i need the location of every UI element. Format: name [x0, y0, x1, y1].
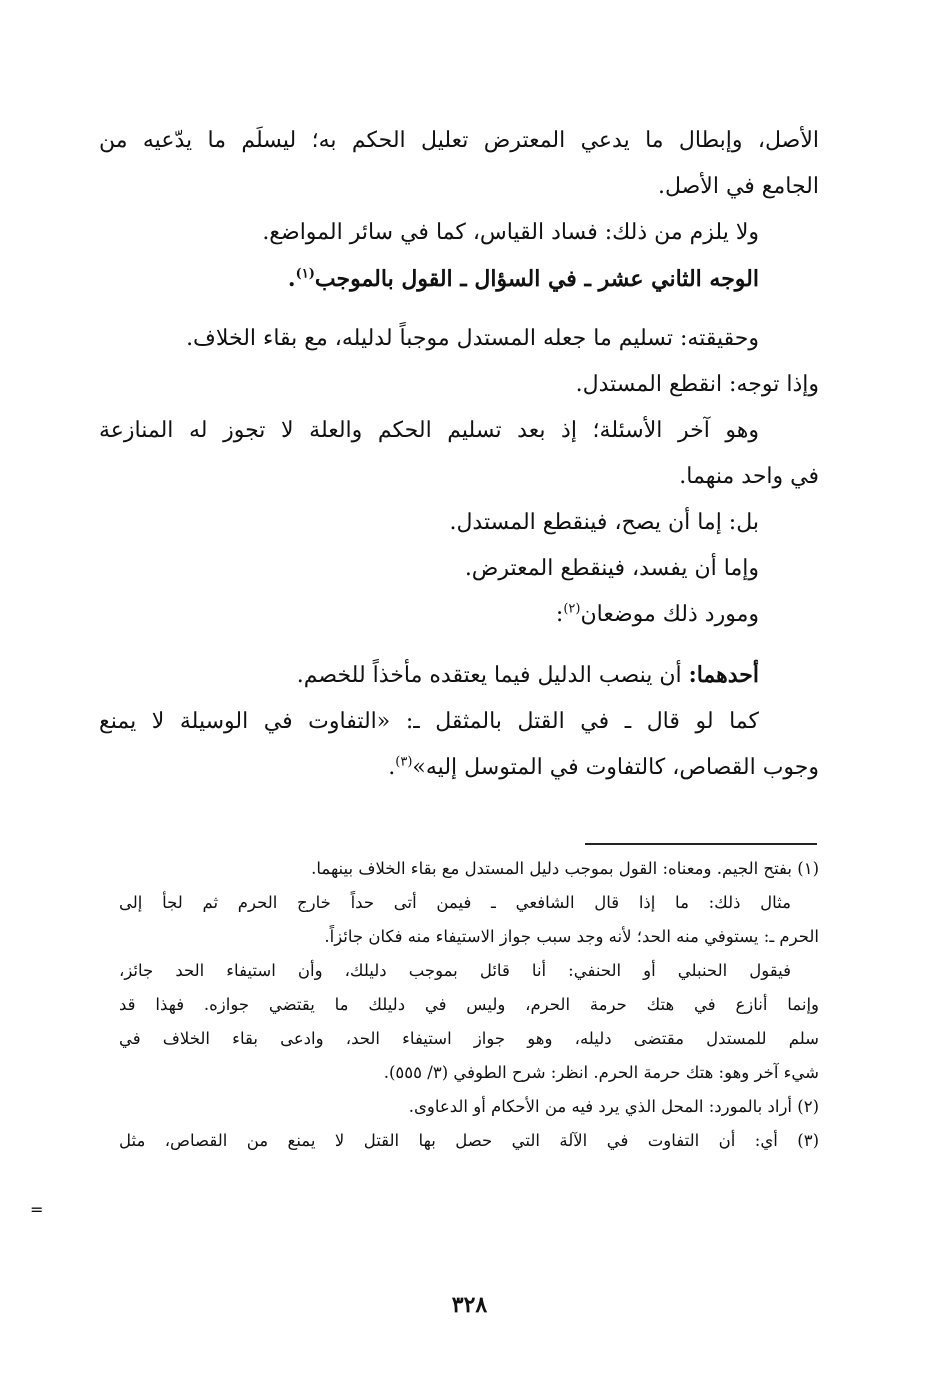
paragraph-9-label: أحدهما:: [688, 662, 759, 688]
paragraph-9: [99, 652, 819, 699]
footnote-1: (١) بفتح الجيم. ومعناه: القول بموجب دليل المستدل مع بقاء الخلاف بينهما.: [311, 859, 819, 878]
paragraph-5-line-1: وهو آخر الأسئلة؛ إذ بعد تسليم الحكم والعلة لا تجوز له المنازعة: [99, 418, 759, 443]
page-number: ٣٢٨: [451, 1292, 488, 1318]
section-heading-end: .: [287, 266, 296, 292]
footnote-ref-1: (١): [295, 266, 315, 282]
paragraph-8: [99, 592, 819, 638]
paragraph-7: وإما أن يفسد، فينقطع المعترض.: [464, 556, 759, 581]
footnote-1-line-3: الحرم ـ: يستوفي منه الحد؛ لأنه وجد سبب جواز الاستيفاء منه فكان جائزاً.: [324, 927, 819, 946]
footnote-2: (٢) أراد بالمورد: المحل الذي يرد فيه من الأحكام أو الدعاوى.: [408, 1097, 819, 1116]
footnote-1-line-5: وإنما أنازع في هتك حرمة الحرم، وليس في دليلك ما يقتضي جوازه. فهذا قد: [119, 995, 819, 1014]
paragraph-4: وإذا توجه: انقطع المستدل.: [575, 372, 819, 397]
paragraph-8-end: :: [555, 602, 564, 627]
footnote-1-line-4: فيقول الحنبلي أو الحنفي: أنا قائل بموجب دليلك، وأن استيفاء الحد جائز،: [119, 961, 791, 980]
paragraph-8-text: ومورد ذلك موضعان: [580, 602, 759, 627]
footnote-ref-2: (٢): [563, 601, 581, 617]
paragraph-5-line-2: في واحد منهما.: [679, 464, 819, 489]
paragraph-1-line-1: الأصل، وإبطال ما يدعي المعترض تعليل الحكم به؛ ليسلَم ما يدّعيه من: [99, 128, 819, 153]
paragraph-3: وحقيقته: تسليم ما جعله المستدل موجباً لدليله، مع بقاء الخلاف.: [186, 326, 759, 351]
paragraph-2: ولا يلزم من ذلك: فساد القياس، كما في سائر المواضع.: [262, 220, 759, 245]
section-heading-text: الوجه الثاني عشر ـ في السؤال ـ القول بالموجب: [314, 266, 759, 292]
footnote-1-line-7: شيء آخر وهو: هتك حرمة الحرم. انظر: شرح الطوفي (٣/ ٥٥٥).: [383, 1063, 819, 1082]
continuation-mark: =: [30, 1200, 44, 1219]
section-heading: [99, 256, 819, 302]
paragraph-10-line-1: كما لو قال ـ في القتل بالمثقل ـ: «التفاوت في الوسيلة لا يمنع: [99, 709, 759, 734]
paragraph-10-end: .: [388, 755, 396, 780]
footnote-ref-3: (٣): [395, 754, 413, 770]
footnote-1-line-6: سلم للمستدل مقتضى دليله، وهو جواز استيفاء الحد، وادعى بقاء الخلاف في: [119, 1029, 819, 1048]
paragraph-1-line-2: الجامع في الأصل.: [657, 174, 819, 199]
paragraph-10-text: وجوب القصاص، كالتفاوت في المتوسل إليه»: [412, 755, 819, 780]
footnotes: [119, 852, 819, 1158]
paragraph-10-line-2: [99, 745, 819, 791]
footnote-1-line-2: مثال ذلك: ما إذا قال الشافعي ـ فيمن أتى حداً خارج الحرم ثم لجأ إلى: [119, 893, 791, 912]
paragraph-6: بل: إما أن يصح، فينقطع المستدل.: [449, 510, 759, 535]
paragraph-9-text: أن ينصب الدليل فيما يعتقده مأخذاً للخصم.: [296, 663, 689, 688]
footnote-separator: [585, 843, 817, 845]
footnote-3: (٣) أي: أن التفاوت في الآلة التي حصل بها القتل لا يمنع من القصاص، مثل: [119, 1131, 819, 1150]
main-text: [99, 118, 819, 791]
